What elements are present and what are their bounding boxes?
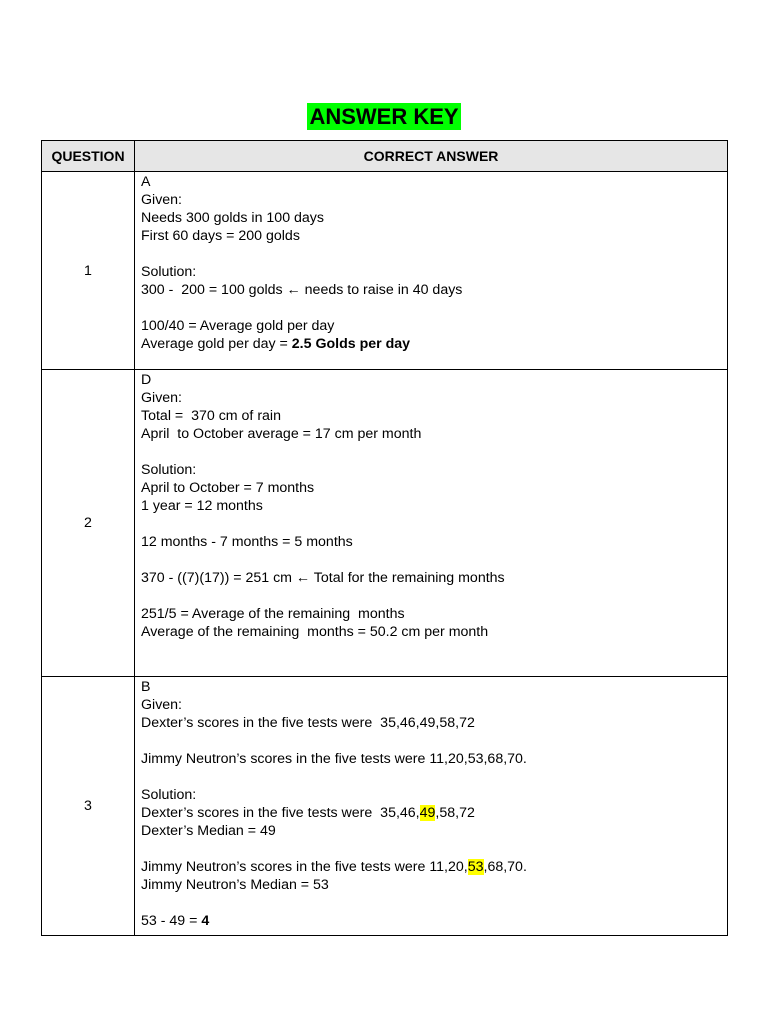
final-answer-value: 2.5 Golds per day bbox=[291, 336, 411, 352]
final-answer bbox=[141, 912, 721, 930]
dexter-median: Dexter’s Median = 49 bbox=[141, 823, 276, 839]
spacer bbox=[141, 299, 721, 317]
dexter-scores-line bbox=[141, 804, 721, 822]
given-line: April to October average = 17 cm per month bbox=[141, 426, 422, 442]
final-answer-prefix: 53 - 49 = bbox=[141, 913, 202, 929]
question-column-header: QUESTION bbox=[42, 141, 135, 172]
given-label: Given: bbox=[141, 192, 183, 208]
final-answer bbox=[141, 335, 721, 353]
given-line: Dexter’s scores in the five tests were 35,46,49,58,72 bbox=[141, 715, 475, 731]
solution-step: 300 - 200 = 100 golds ← needs to raise in 40 days bbox=[141, 282, 463, 298]
given-line: Total = 370 cm of rain bbox=[141, 408, 281, 424]
spacer bbox=[141, 515, 721, 533]
answer-cell bbox=[135, 172, 728, 370]
given-line: First 60 days = 200 golds bbox=[141, 228, 300, 244]
spacer bbox=[141, 551, 721, 569]
answer-cell bbox=[135, 677, 728, 936]
jimmy-scores-prefix: Jimmy Neutron’s scores in the five tests were 11,20, bbox=[141, 859, 468, 875]
solution-step: 100/40 = Average gold per day bbox=[141, 318, 335, 334]
jimmy-scores-suffix: ,68,70. bbox=[483, 859, 527, 875]
spacer bbox=[141, 768, 721, 786]
final-answer-value: 4 bbox=[201, 913, 210, 929]
solution-step: 12 months - 7 months = 5 months bbox=[141, 534, 353, 550]
table-row bbox=[42, 370, 728, 677]
page-title: ANSWER KEY bbox=[309, 104, 459, 129]
question-number: 3 bbox=[42, 677, 135, 936]
dexter-scores-prefix: Dexter’s scores in the five tests were 35,46, bbox=[141, 805, 420, 821]
answer-key-table bbox=[41, 140, 728, 936]
final-answer-prefix: Average gold per day = bbox=[141, 336, 292, 352]
answer-choice: D bbox=[141, 372, 152, 388]
jimmy-median: Jimmy Neutron’s Median = 53 bbox=[141, 877, 329, 893]
final-answer: Average of the remaining months = 50.2 cm per month bbox=[141, 624, 489, 640]
solution-step: 251/5 = Average of the remaining months bbox=[141, 606, 405, 622]
solution-step: 1 year = 12 months bbox=[141, 498, 263, 514]
title-wrapper bbox=[0, 103, 768, 130]
given-line: Jimmy Neutron’s scores in the five tests were 11,20,53,68,70. bbox=[141, 751, 527, 767]
jimmy-scores-line bbox=[141, 858, 721, 876]
answer-cell bbox=[135, 370, 728, 677]
table-header-row bbox=[42, 141, 728, 172]
solution-label: Solution: bbox=[141, 462, 197, 478]
spacer bbox=[141, 894, 721, 912]
spacer bbox=[141, 587, 721, 605]
spacer bbox=[141, 732, 721, 750]
table-row bbox=[42, 677, 728, 936]
solution-step: April to October = 7 months bbox=[141, 480, 315, 496]
solution-label: Solution: bbox=[141, 787, 197, 803]
given-label: Given: bbox=[141, 390, 183, 406]
answer-choice: A bbox=[141, 174, 151, 190]
solution-step: 370 - ((7)(17)) = 251 cm ← Total for the remaining months bbox=[141, 570, 505, 586]
table-row bbox=[42, 172, 728, 370]
dexter-scores-suffix: ,58,72 bbox=[435, 805, 475, 821]
question-number: 2 bbox=[42, 370, 135, 677]
answer-column-header: CORRECT ANSWER bbox=[135, 141, 728, 172]
given-line: Needs 300 golds in 100 days bbox=[141, 210, 324, 226]
answer-choice: B bbox=[141, 679, 151, 695]
spacer bbox=[141, 245, 721, 263]
jimmy-median-highlight: 53 bbox=[467, 859, 484, 875]
solution-label: Solution: bbox=[141, 264, 197, 280]
question-number: 1 bbox=[42, 172, 135, 370]
spacer bbox=[141, 443, 721, 461]
given-label: Given: bbox=[141, 697, 183, 713]
spacer bbox=[141, 840, 721, 858]
dexter-median-highlight: 49 bbox=[419, 805, 436, 821]
